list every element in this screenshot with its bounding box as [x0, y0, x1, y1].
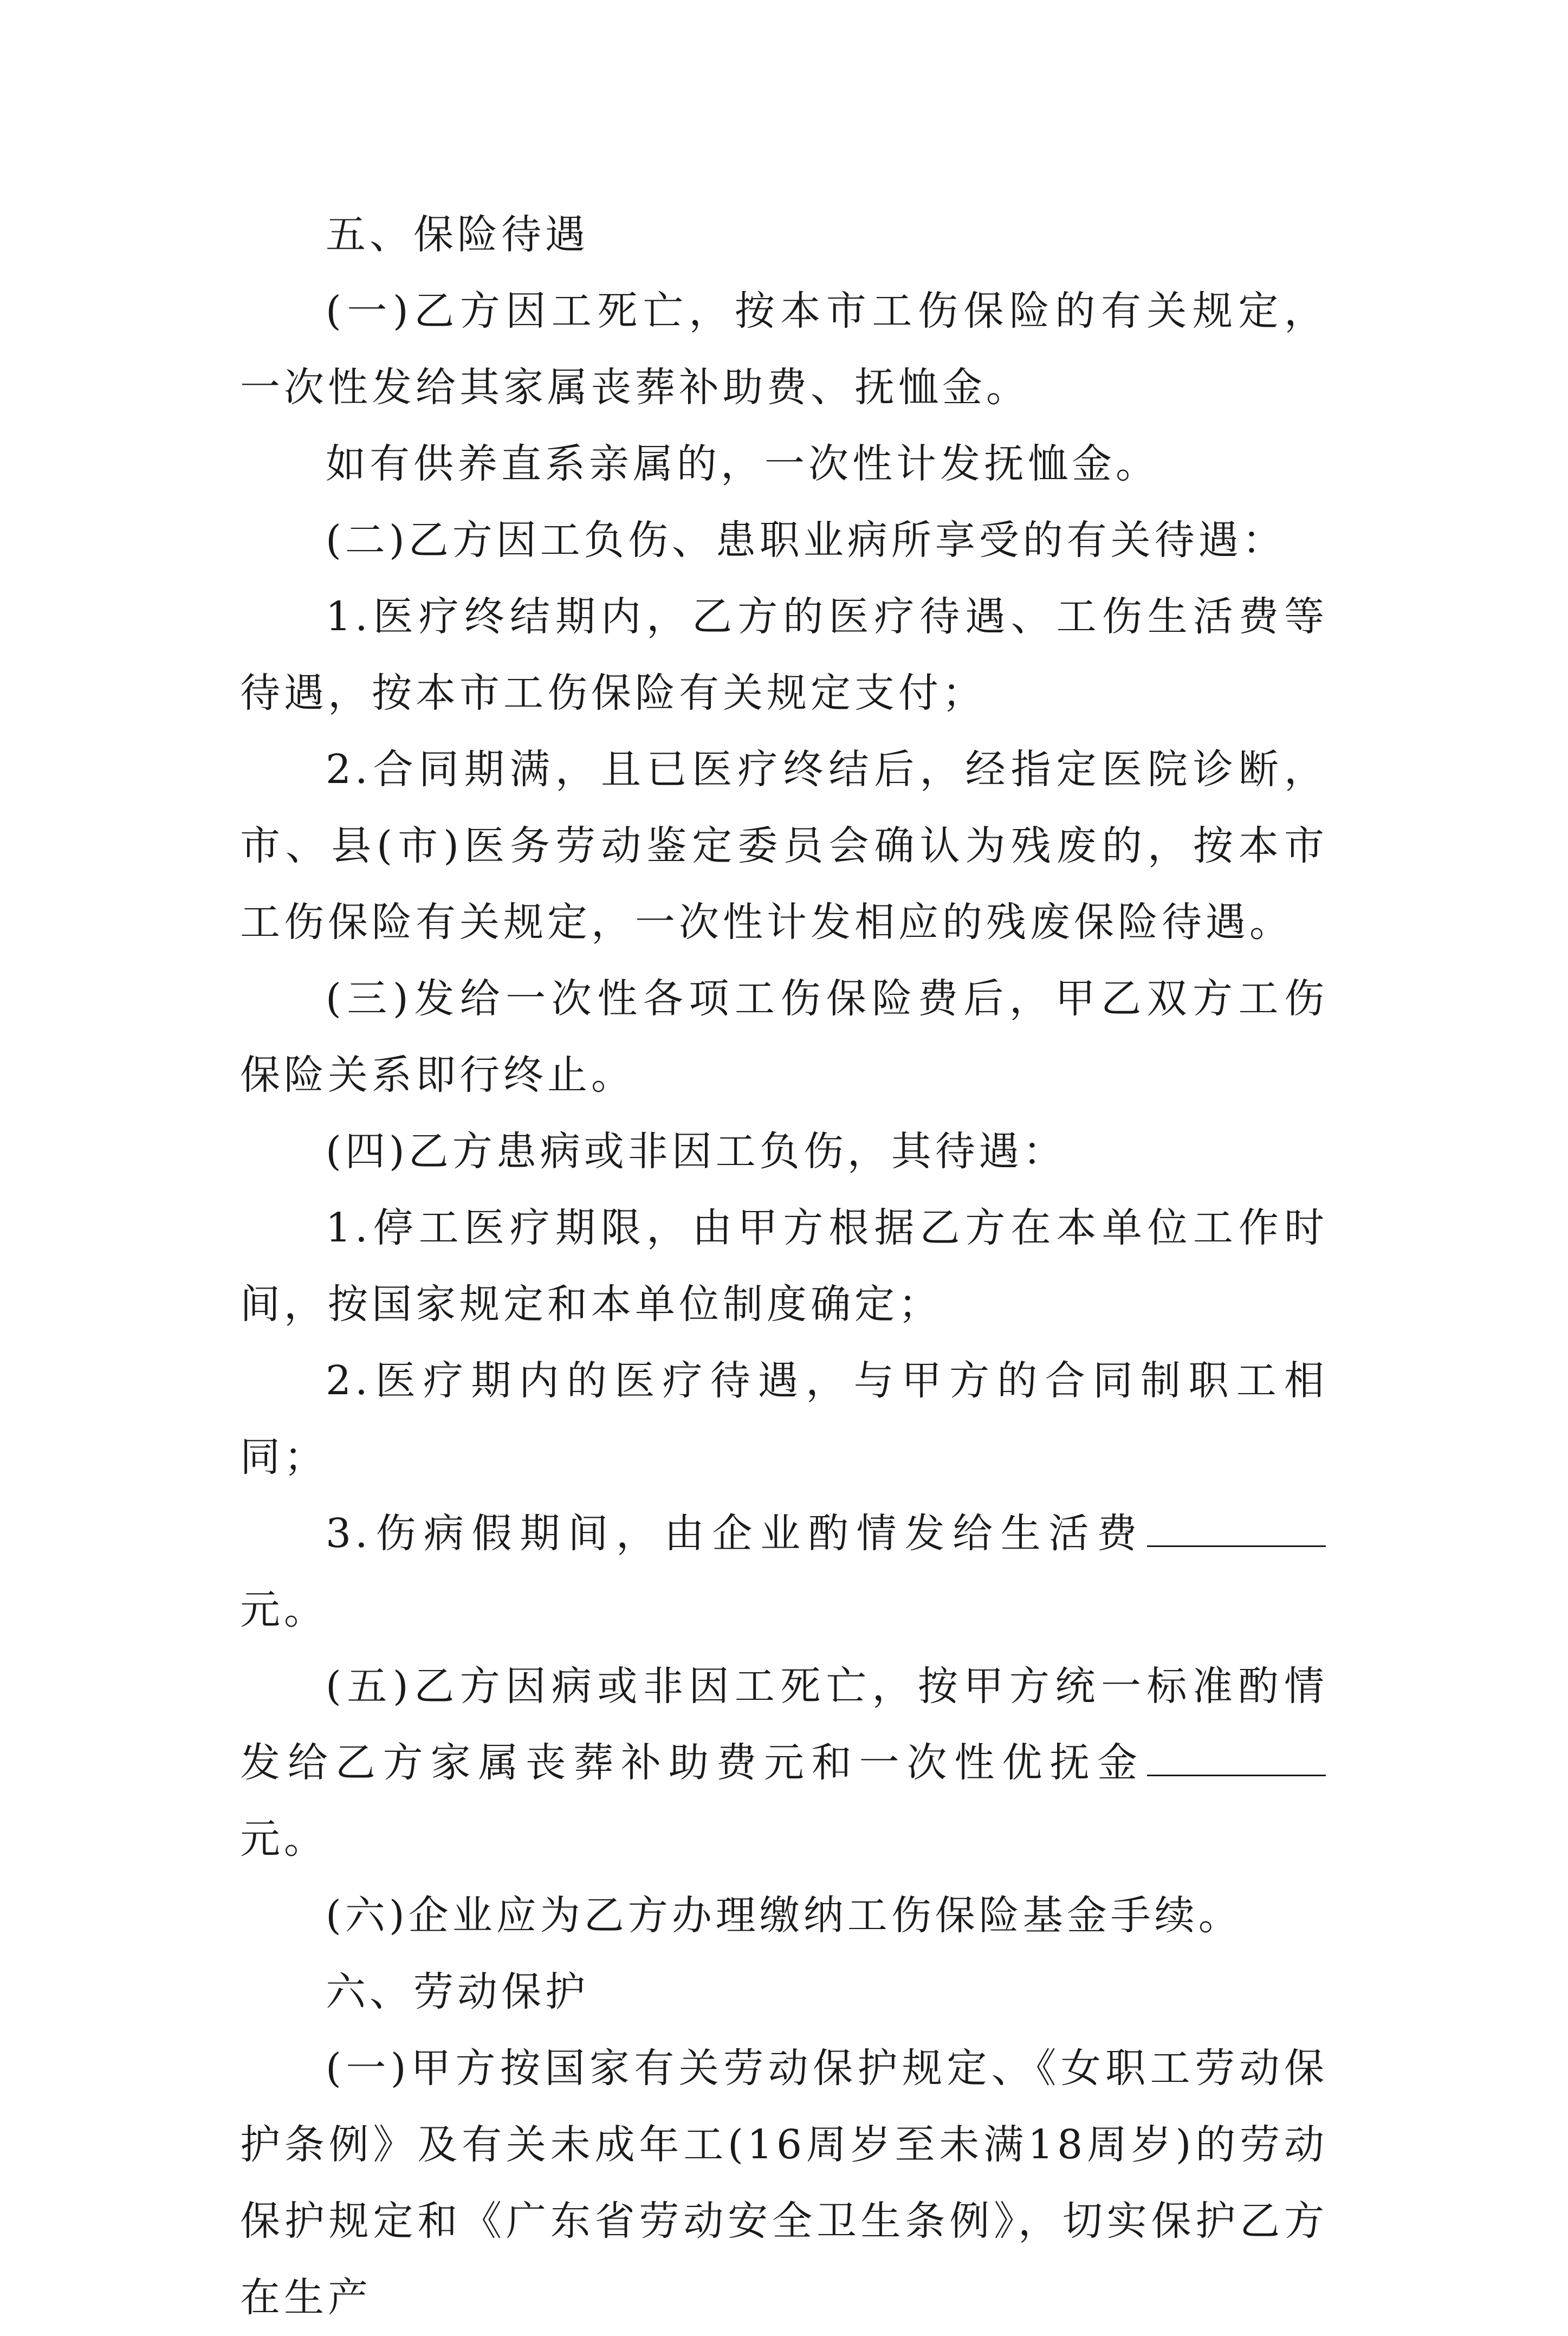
section-heading-insurance: 五、保险待遇 — [326, 211, 589, 258]
paragraph-non-work-death — [240, 1648, 1328, 1878]
living-allowance-unit: 元。 — [240, 1587, 328, 1633]
section-heading-labor-protection: 六、劳动保护 — [326, 1969, 589, 2015]
living-allowance-text: 3.伤病假期间，由企业酌情发给生活费 — [326, 1510, 1145, 1557]
paragraph-living-allowance — [240, 1496, 1328, 1648]
paragraph-labor-protection: (一)甲方按国家有关劳动保护规定、《女职工劳动保护条例》及有关未成年工(16周岁至未满18周岁)的劳动保护规定和《广东省劳动安全卫生条例》，切实保护乙方在生产 — [240, 2045, 1328, 2321]
paragraph-dependents: 如有供养直系亲属的，一次性计发抚恤金。 — [326, 441, 1159, 487]
paragraph-medical-period: 1.医疗终结期内，乙方的医疗待遇、工伤生活费等待遇，按本市工伤保险有关规定支付； — [240, 593, 1328, 716]
non-work-death-text: (五)乙方因病或非因工死亡，按甲方统一标准酌情发给乙方家属丧葬补助费元和一次性优抚金 — [240, 1663, 1328, 1786]
paragraph-work-injury: (二)乙方因工负伤、患职业病所享受的有关待遇： — [326, 517, 1286, 564]
pension-unit: 元。 — [240, 1816, 328, 1862]
paragraph-medical-treatment: 2.医疗期内的医疗待遇，与甲方的合同制职工相同； — [240, 1357, 1328, 1480]
living-allowance-blank — [1147, 1512, 1326, 1547]
paragraph-illness: (四)乙方患病或非因工负伤，其待遇： — [326, 1128, 1067, 1175]
paragraph-termination: (三)发给一次性各项工伤保险费后，甲乙双方工伤保险关系即行终止。 — [240, 975, 1328, 1098]
paragraph-work-death: (一)乙方因工死亡，按本市工伤保险的有关规定，一次性发给其家属丧葬补助费、抚恤金。 — [240, 288, 1328, 411]
document-body — [240, 197, 1328, 2336]
paragraph-leave-period: 1.停工医疗期限，由甲方根据乙方在本单位工作时间，按国家规定和本单位制度确定； — [240, 1205, 1328, 1328]
paragraph-insurance-fund: (六)企业应为乙方办理缴纳工伤保险基金手续。 — [326, 1892, 1242, 1939]
paragraph-disability: 2.合同期满，且已医疗终结后，经指定医院诊断，市、县(市)医务劳动鉴定委员会确认为残废的，按本市工伤保险有关规定，一次性计发相应的残废保险待遇。 — [240, 746, 1328, 946]
pension-blank — [1147, 1741, 1326, 1776]
